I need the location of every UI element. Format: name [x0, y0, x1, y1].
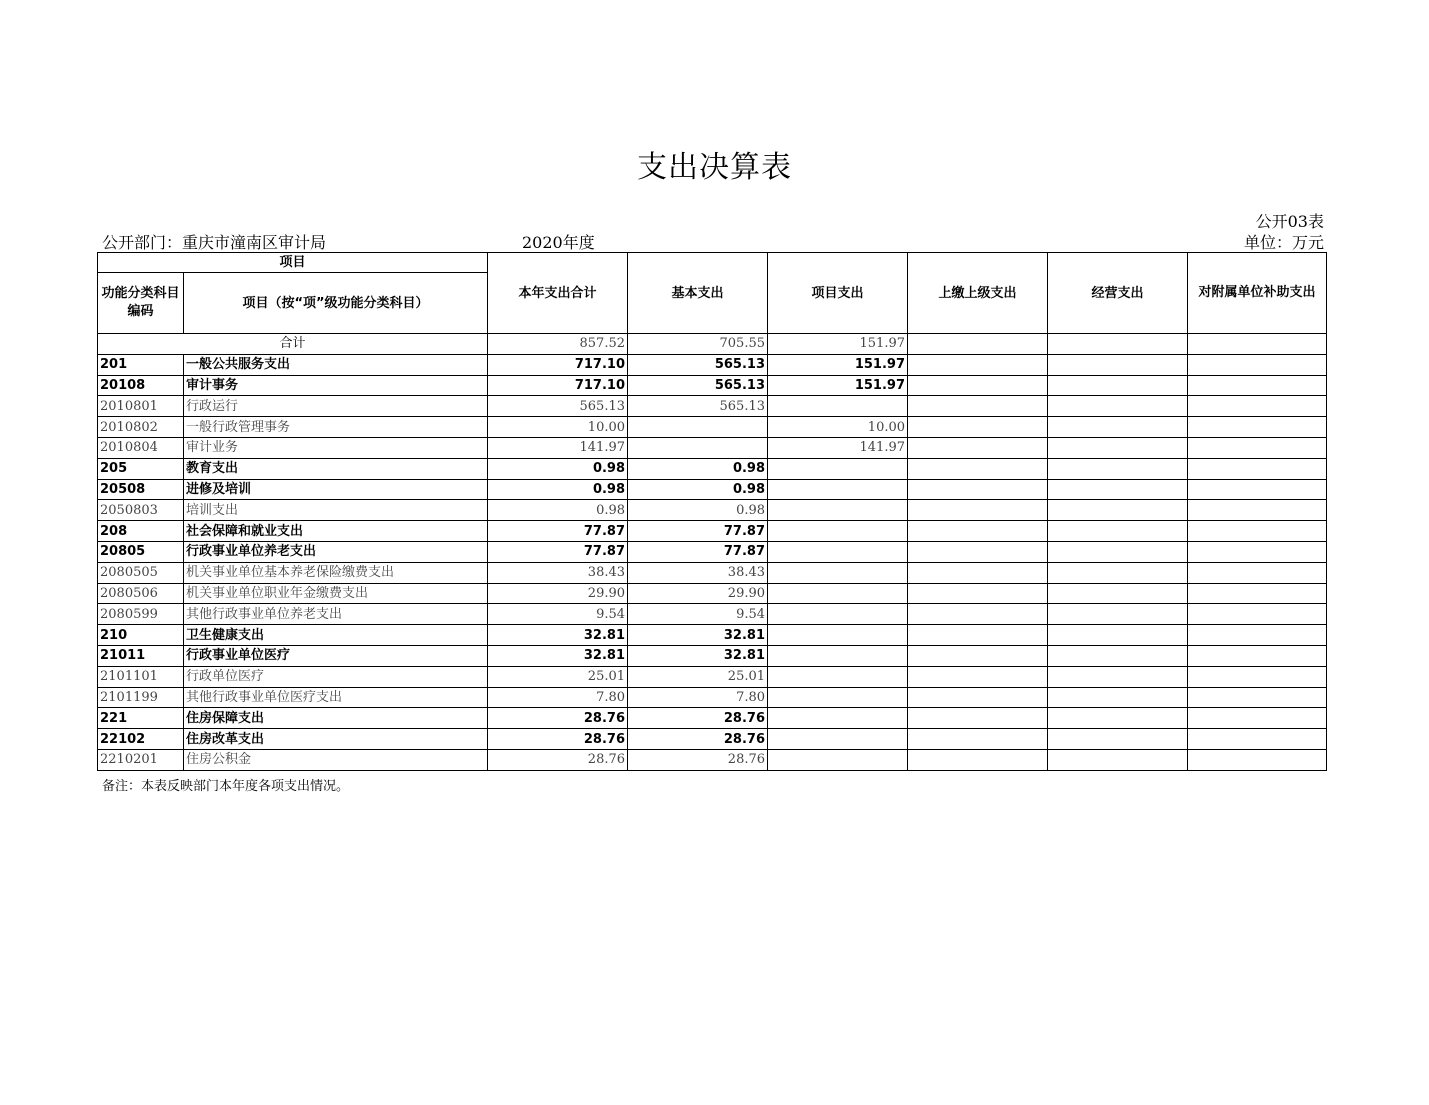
- business-cell: [1048, 583, 1188, 604]
- code-cell: 2101199: [98, 687, 184, 708]
- basic-cell: 0.98: [628, 500, 768, 521]
- business-cell: [1048, 396, 1188, 417]
- total-cell: 77.87: [488, 521, 628, 542]
- code-cell: 201: [98, 354, 184, 375]
- item-cell: 行政单位医疗: [184, 666, 488, 687]
- basic-cell: 0.98: [628, 479, 768, 500]
- total-cell: 29.90: [488, 583, 628, 604]
- subsidy-cell: [1188, 334, 1327, 355]
- code-cell: 2010804: [98, 437, 184, 458]
- upper-cell: [908, 521, 1048, 542]
- project-cell: [768, 562, 908, 583]
- item-cell: 住房改革支出: [184, 729, 488, 750]
- upper-cell: [908, 458, 1048, 479]
- business-cell: [1048, 417, 1188, 438]
- business-cell: [1048, 479, 1188, 500]
- basic-cell: 565.13: [628, 396, 768, 417]
- code-cell: 22102: [98, 729, 184, 750]
- code-cell: 2050803: [98, 500, 184, 521]
- item-cell: 一般行政管理事务: [184, 417, 488, 438]
- project-cell: [768, 458, 908, 479]
- project-cell: [768, 604, 908, 625]
- header-project-expense: 项目支出: [768, 253, 908, 334]
- upper-cell: [908, 437, 1048, 458]
- total-cell: 0.98: [488, 479, 628, 500]
- code-cell: 2010802: [98, 417, 184, 438]
- page-title: 支出决算表: [637, 150, 792, 185]
- basic-cell: 77.87: [628, 521, 768, 542]
- subsidy-cell: [1188, 437, 1327, 458]
- code-cell: 2010801: [98, 396, 184, 417]
- project-cell: [768, 396, 908, 417]
- code-cell: 2080506: [98, 583, 184, 604]
- basic-cell: 28.76: [628, 708, 768, 729]
- project-cell: [768, 625, 908, 646]
- table-row: [98, 583, 1327, 604]
- table-row: [98, 729, 1327, 750]
- upper-cell: [908, 604, 1048, 625]
- subsidy-cell: [1188, 645, 1327, 666]
- upper-cell: [908, 583, 1048, 604]
- total-label: 合计: [98, 334, 488, 355]
- table-row: [98, 417, 1327, 438]
- total-cell: 565.13: [488, 396, 628, 417]
- header-item: 项目（按“项”级功能分类科目）: [184, 273, 488, 334]
- table-row: [98, 521, 1327, 542]
- business-cell: [1048, 500, 1188, 521]
- project-cell: 151.97: [768, 354, 908, 375]
- basic-cell: 565.13: [628, 354, 768, 375]
- basic-cell: 0.98: [628, 458, 768, 479]
- upper-cell: [908, 396, 1048, 417]
- table-row: [98, 666, 1327, 687]
- table-row: [98, 375, 1327, 396]
- total-cell: 28.76: [488, 749, 628, 770]
- project-cell: [768, 479, 908, 500]
- project-cell: [768, 500, 908, 521]
- project-cell: [768, 541, 908, 562]
- upper-cell: [908, 354, 1048, 375]
- subsidy-cell: [1188, 521, 1327, 542]
- total-cell: 28.76: [488, 729, 628, 750]
- department-label: 公开部门：重庆市潼南区审计局: [102, 233, 327, 252]
- item-cell: 进修及培训: [184, 479, 488, 500]
- basic-cell: 38.43: [628, 562, 768, 583]
- subsidy-cell: [1188, 749, 1327, 770]
- project-cell: 151.97: [768, 375, 908, 396]
- business-cell: [1048, 708, 1188, 729]
- subsidy-cell: [1188, 375, 1327, 396]
- project-cell: [768, 521, 908, 542]
- subsidy-cell: [1188, 604, 1327, 625]
- total-cell: 38.43: [488, 562, 628, 583]
- business-cell: [1048, 375, 1188, 396]
- total-row: [98, 334, 1327, 355]
- item-cell: 住房保障支出: [184, 708, 488, 729]
- total-cell: 141.97: [488, 437, 628, 458]
- business-cell: [1048, 666, 1188, 687]
- project-cell: [768, 645, 908, 666]
- item-cell: 教育支出: [184, 458, 488, 479]
- table-row: [98, 354, 1327, 375]
- project-cell: [768, 666, 908, 687]
- business-cell: [1048, 334, 1188, 355]
- upper-cell: [908, 479, 1048, 500]
- header-project: 项目: [98, 253, 488, 273]
- table-row: [98, 708, 1327, 729]
- item-cell: 卫生健康支出: [184, 625, 488, 646]
- project-cell: [768, 687, 908, 708]
- table-row: [98, 458, 1327, 479]
- project-cell: 10.00: [768, 417, 908, 438]
- upper-cell: [908, 708, 1048, 729]
- business-cell: [1048, 749, 1188, 770]
- basic-cell: 32.81: [628, 625, 768, 646]
- item-cell: 行政事业单位养老支出: [184, 541, 488, 562]
- upper-cell: [908, 541, 1048, 562]
- upper-cell: [908, 334, 1048, 355]
- basic-cell: 77.87: [628, 541, 768, 562]
- project-cell: [768, 749, 908, 770]
- table-row: [98, 562, 1327, 583]
- basic-cell: 28.76: [628, 729, 768, 750]
- business-cell: [1048, 645, 1188, 666]
- total-cell: 717.10: [488, 375, 628, 396]
- basic-cell: 29.90: [628, 583, 768, 604]
- basic-cell: 28.76: [628, 749, 768, 770]
- item-cell: 住房公积金: [184, 749, 488, 770]
- item-cell: 机关事业单位基本养老保险缴费支出: [184, 562, 488, 583]
- total-cell: 77.87: [488, 541, 628, 562]
- subsidy-cell: [1188, 396, 1327, 417]
- subsidy-cell: [1188, 562, 1327, 583]
- business-cell: [1048, 625, 1188, 646]
- business-cell: [1048, 458, 1188, 479]
- subsidy-cell: [1188, 458, 1327, 479]
- subsidy-cell: [1188, 583, 1327, 604]
- table-number: 公开03表: [1255, 212, 1324, 231]
- table-row: [98, 749, 1327, 770]
- basic-cell: 705.55: [628, 334, 768, 355]
- upper-cell: [908, 645, 1048, 666]
- total-cell: 32.81: [488, 625, 628, 646]
- subsidy-cell: [1188, 708, 1327, 729]
- total-cell: 857.52: [488, 334, 628, 355]
- header-code: 功能分类科目编码: [98, 273, 184, 334]
- item-cell: 审计事务: [184, 375, 488, 396]
- project-cell: [768, 708, 908, 729]
- code-cell: 2101101: [98, 666, 184, 687]
- code-cell: 21011: [98, 645, 184, 666]
- upper-cell: [908, 666, 1048, 687]
- upper-cell: [908, 375, 1048, 396]
- code-cell: 2080505: [98, 562, 184, 583]
- business-cell: [1048, 354, 1188, 375]
- upper-cell: [908, 500, 1048, 521]
- project-cell: [768, 583, 908, 604]
- total-cell: 28.76: [488, 708, 628, 729]
- business-cell: [1048, 604, 1188, 625]
- project-cell: [768, 729, 908, 750]
- upper-cell: [908, 625, 1048, 646]
- basic-cell: 9.54: [628, 604, 768, 625]
- header-upper: 上缴上级支出: [908, 253, 1048, 334]
- header-row: [98, 253, 1327, 273]
- item-cell: 行政事业单位医疗: [184, 645, 488, 666]
- basic-cell: 7.80: [628, 687, 768, 708]
- table-note: 备注：本表反映部门本年度各项支出情况。: [102, 779, 350, 794]
- code-cell: 208: [98, 521, 184, 542]
- table-row: [98, 645, 1327, 666]
- business-cell: [1048, 729, 1188, 750]
- business-cell: [1048, 687, 1188, 708]
- table-row: [98, 604, 1327, 625]
- code-cell: 210: [98, 625, 184, 646]
- item-cell: 行政运行: [184, 396, 488, 417]
- total-cell: 10.00: [488, 417, 628, 438]
- subsidy-cell: [1188, 541, 1327, 562]
- item-cell: 其他行政事业单位医疗支出: [184, 687, 488, 708]
- item-cell: 社会保障和就业支出: [184, 521, 488, 542]
- code-cell: 20108: [98, 375, 184, 396]
- basic-cell: [628, 417, 768, 438]
- business-cell: [1048, 562, 1188, 583]
- subsidy-cell: [1188, 354, 1327, 375]
- code-cell: 20508: [98, 479, 184, 500]
- fiscal-year-label: 2020年度: [522, 233, 595, 252]
- table-row: [98, 541, 1327, 562]
- total-cell: 32.81: [488, 645, 628, 666]
- code-cell: 2080599: [98, 604, 184, 625]
- code-cell: 20805: [98, 541, 184, 562]
- table-row: [98, 500, 1327, 521]
- total-cell: 0.98: [488, 458, 628, 479]
- basic-cell: 25.01: [628, 666, 768, 687]
- total-cell: 0.98: [488, 500, 628, 521]
- subsidy-cell: [1188, 500, 1327, 521]
- total-cell: 25.01: [488, 666, 628, 687]
- project-cell: 141.97: [768, 437, 908, 458]
- unit-label: 单位：万元: [1243, 233, 1324, 252]
- basic-cell: 32.81: [628, 645, 768, 666]
- upper-cell: [908, 749, 1048, 770]
- total-cell: 7.80: [488, 687, 628, 708]
- code-cell: 205: [98, 458, 184, 479]
- subsidy-cell: [1188, 417, 1327, 438]
- table-row: [98, 625, 1327, 646]
- subsidy-cell: [1188, 666, 1327, 687]
- item-cell: 培训支出: [184, 500, 488, 521]
- business-cell: [1048, 437, 1188, 458]
- subsidy-cell: [1188, 625, 1327, 646]
- header-total: 本年支出合计: [488, 253, 628, 334]
- basic-cell: [628, 437, 768, 458]
- business-cell: [1048, 541, 1188, 562]
- upper-cell: [908, 729, 1048, 750]
- item-cell: 其他行政事业单位养老支出: [184, 604, 488, 625]
- item-cell: 审计业务: [184, 437, 488, 458]
- basic-cell: 565.13: [628, 375, 768, 396]
- subsidy-cell: [1188, 479, 1327, 500]
- item-cell: 机关事业单位职业年金缴费支出: [184, 583, 488, 604]
- project-cell: 151.97: [768, 334, 908, 355]
- header-basic: 基本支出: [628, 253, 768, 334]
- business-cell: [1048, 521, 1188, 542]
- header-subsidy: 对附属单位补助支出: [1188, 253, 1327, 334]
- total-cell: 9.54: [488, 604, 628, 625]
- header-business: 经营支出: [1048, 253, 1188, 334]
- code-cell: 221: [98, 708, 184, 729]
- table-row: [98, 687, 1327, 708]
- item-cell: 一般公共服务支出: [184, 354, 488, 375]
- upper-cell: [908, 417, 1048, 438]
- upper-cell: [908, 562, 1048, 583]
- subsidy-cell: [1188, 729, 1327, 750]
- upper-cell: [908, 687, 1048, 708]
- table-row: [98, 479, 1327, 500]
- table-row: [98, 437, 1327, 458]
- total-cell: 717.10: [488, 354, 628, 375]
- table-row: [98, 396, 1327, 417]
- expenditure-table: [97, 252, 1327, 771]
- subsidy-cell: [1188, 687, 1327, 708]
- code-cell: 2210201: [98, 749, 184, 770]
